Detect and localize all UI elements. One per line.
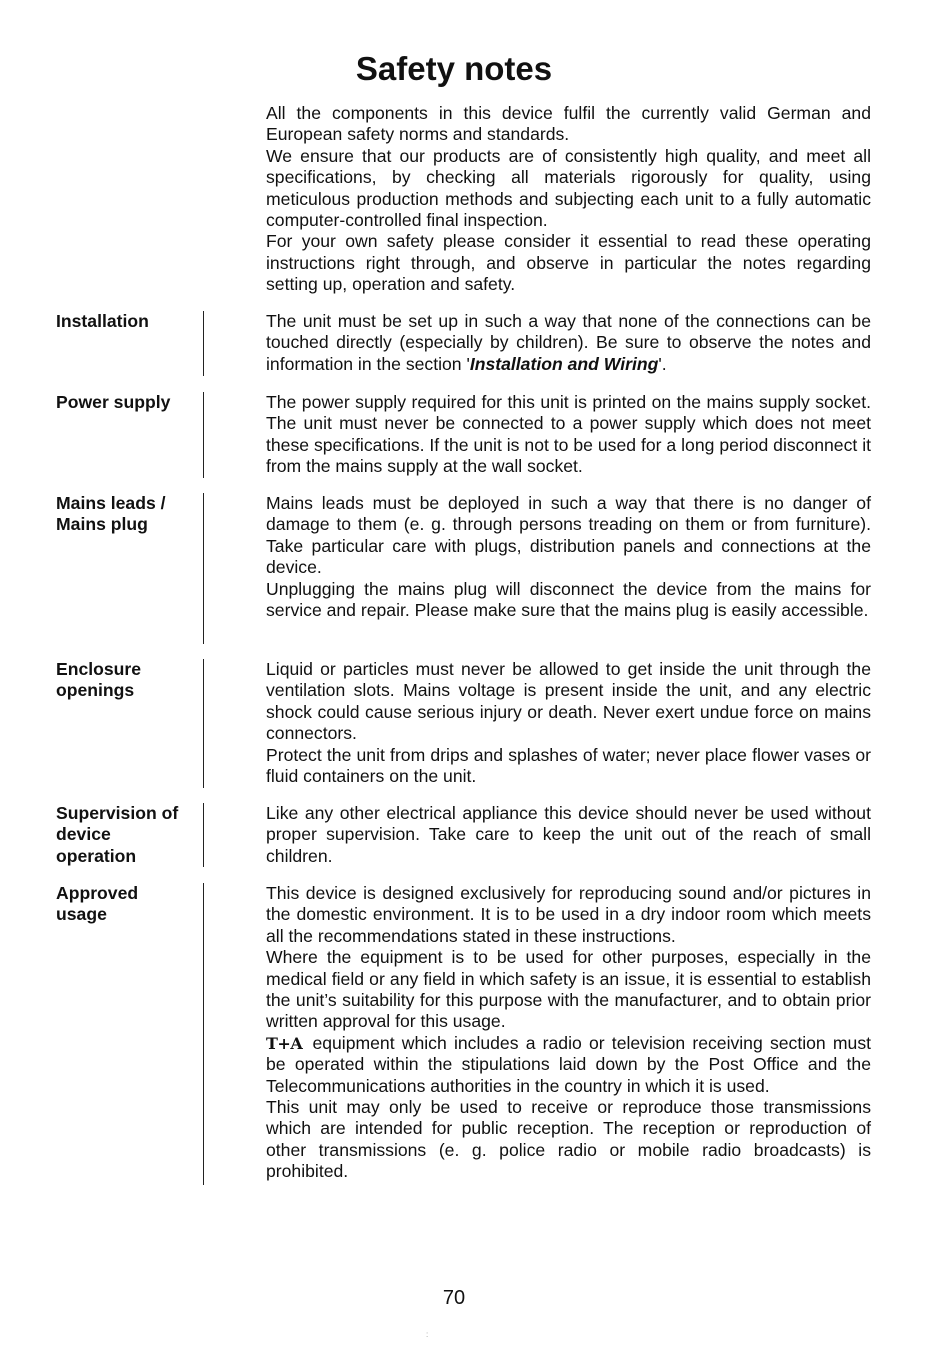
section-paragraph: This device is designed exclusively for reproducing sound and/or pictures in the domestic environment. It is to be used in a dry indoor room which meets all the recommendations stated in these instructions.: [266, 883, 871, 946]
section-paragraph: Mains leads must be deployed in such a way that there is no danger of damage to them (e. g. through persons treading on them or from furniture). Take particular care with plugs, distribution panels and connections at the device.: [266, 493, 871, 578]
section-paragraph: Protect the unit from drips and splashes of water; never place flower vases or fluid containers on the unit.: [266, 744, 871, 787]
section-paragraph: This unit may only be used to receive or reproduce those transmissions which are intended for public reception. The reception or reproduction of other transmissions (e. g. police radio or mobile radio broadcasts) is prohibited.: [266, 1097, 871, 1182]
section-paragraph: Unplugging the mains plug will disconnect the device from the mains for service and repair. Please make sure that the mains plug is easily accessible.: [266, 578, 871, 621]
label-line: Mains leads /: [56, 493, 166, 513]
text-run: '.: [658, 353, 667, 374]
section-divider: [203, 803, 204, 867]
label-line: device: [56, 824, 111, 845]
section-body-mains-leads: [266, 493, 871, 621]
section-body-enclosure-openings: [266, 659, 871, 787]
label-line: Enclosure: [56, 659, 142, 679]
intro-paragraph: We ensure that our products are of consistently high quality, and meet all specifications, by checking all materials rigorously for quality, using meticulous production methods and subjecting each unit to a fully automatic computer-controlled final inspection.: [266, 145, 871, 231]
label-line: Mains plug: [56, 514, 148, 535]
section-divider: [203, 493, 204, 644]
intro-text: [266, 103, 871, 296]
section-body-approved-usage: [266, 883, 871, 1183]
text-run: equipment which includes a radio or television receiving section must be operated within the stipulations laid down by the Post Office and the Telecommunications authorities in the country in which it is used.: [266, 1032, 872, 1096]
label-line: Power supply: [56, 392, 171, 412]
section-label-approved-usage: [56, 883, 196, 926]
label-line: Installation: [56, 311, 149, 331]
section-paragraph: [266, 1033, 871, 1097]
section-divider: [203, 392, 204, 478]
label-line: openings: [56, 680, 135, 701]
section-divider: [203, 883, 204, 1185]
section-paragraph: The power supply required for this unit is printed on the mains supply socket. The unit must never be connected to a power supply which does not meet these specifications. If the unit is not to be used for a long period disconnect it from the mains supply at the wall socket.: [266, 392, 871, 477]
section-paragraph: Where the equipment is to be used for other purposes, especially in the medical field or any field in which safety is an issue, it is essential to establish the unit’s suitability for this purpose with the manufacturer, and to obtain prior written approval for this usage.: [266, 947, 871, 1032]
label-line: operation: [56, 845, 137, 866]
section-body-power-supply: [266, 392, 871, 478]
section-label-mains-leads: [56, 493, 196, 536]
section-reference: Installation and Wiring: [469, 353, 659, 374]
section-paragraph: Like any other electrical appliance this device should never be used without proper supervision. Take care to keep the unit out of the reach of small children.: [266, 803, 871, 866]
section-body-installation: [266, 311, 871, 375]
section-label-installation: [56, 311, 196, 332]
label-line: usage: [56, 904, 107, 925]
brand-logo: T+A: [266, 1033, 303, 1053]
label-line: Supervision of: [56, 803, 179, 823]
section-label-supervision: [56, 803, 196, 867]
section-divider: [203, 311, 204, 376]
page-number: 70: [442, 1287, 466, 1309]
section-divider: [203, 659, 204, 788]
section-body-supervision: [266, 803, 871, 867]
section-label-power-supply: [56, 392, 196, 413]
section-paragraph: Liquid or particles must never be allowed to get inside the unit through the ventilation slots. Mains voltage is present inside the unit, and any electric shock could cause serious injury or death. Never exert undue force on mains connectors.: [266, 659, 871, 744]
text-run: The unit must be set up in such a way that none of the connections can be touched directly (especially by children). Be sure to observe the notes and information in the section ': [266, 311, 871, 374]
section-paragraph: [266, 311, 871, 375]
intro-paragraph: All the components in this device fulfil the currently valid German and European safety norms and standards.: [266, 103, 871, 145]
scan-artifact: :: [426, 1330, 429, 1339]
section-label-enclosure-openings: [56, 659, 196, 702]
label-line: Approved: [56, 883, 139, 903]
page-title: Safety notes: [355, 50, 553, 87]
intro-paragraph: For your own safety please consider it essential to read these operating instructions right through, and observe in particular the notes regarding setting up, operation and safety.: [266, 231, 871, 295]
